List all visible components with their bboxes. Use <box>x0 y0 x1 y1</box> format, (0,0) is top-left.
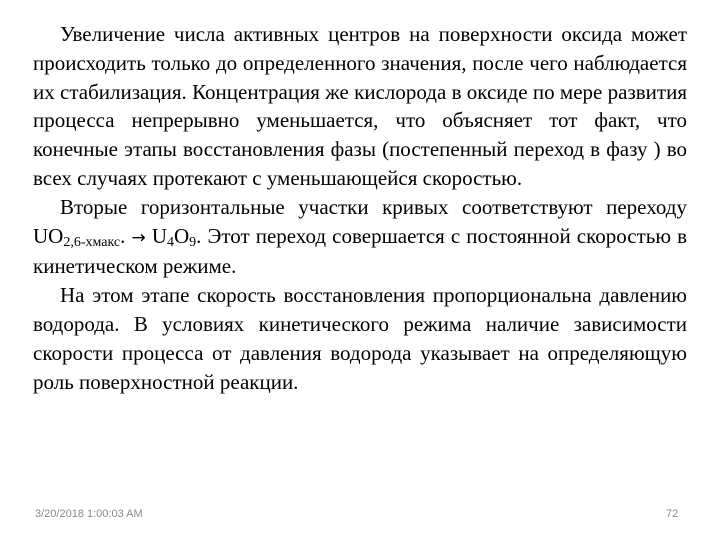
formula-to <box>152 224 196 248</box>
formula-from-dot: . <box>120 223 126 248</box>
slide-body <box>33 20 687 396</box>
formula-from <box>33 224 125 248</box>
formula-to-u-subscript: 4 <box>166 234 174 250</box>
paragraph-text-after: . Этот переход совершается с постоянной скоростью в кинетическом режиме. <box>33 223 688 279</box>
paragraph-horizontal-segments <box>33 193 687 281</box>
footer-page-number: 72 <box>666 508 679 520</box>
formula-to-o-subscript: 9 <box>189 234 197 250</box>
arrow-icon: → <box>131 227 146 248</box>
formula-from-subscript: 2,6-хмакс <box>63 234 121 250</box>
footer-date: 3/20/2018 1:00:03 AM <box>35 508 143 520</box>
paragraph-active-centers: Увеличение числа активных центров на поверхности оксида может происходить только до определенного значения, после чего наблюдается их стабилизация. Концентрация же кислорода в оксиде по мере развития процесса непрерывно уменьшается, что объясняет тот факт, что конечные этапы восстановления фазы (постепенный переход в фазу ) во всех случаях протекают с уменьшающейся скоростью. <box>33 22 687 190</box>
formula-to-o: O <box>173 223 190 248</box>
paragraph-kinetic-regime: На этом этапе скорость восстановления пропорциональна давлению водорода. В условиях кинетического режима наличие зависимости скорости процесса от давления водорода указывает на определяющую роль поверхностной реакции. <box>33 283 687 394</box>
formula-from-base: UO <box>33 223 64 248</box>
formula-to-u: U <box>151 223 167 248</box>
paragraph-text-before: Вторые горизонтальные участки кривых соответствуют переходу <box>60 194 687 219</box>
